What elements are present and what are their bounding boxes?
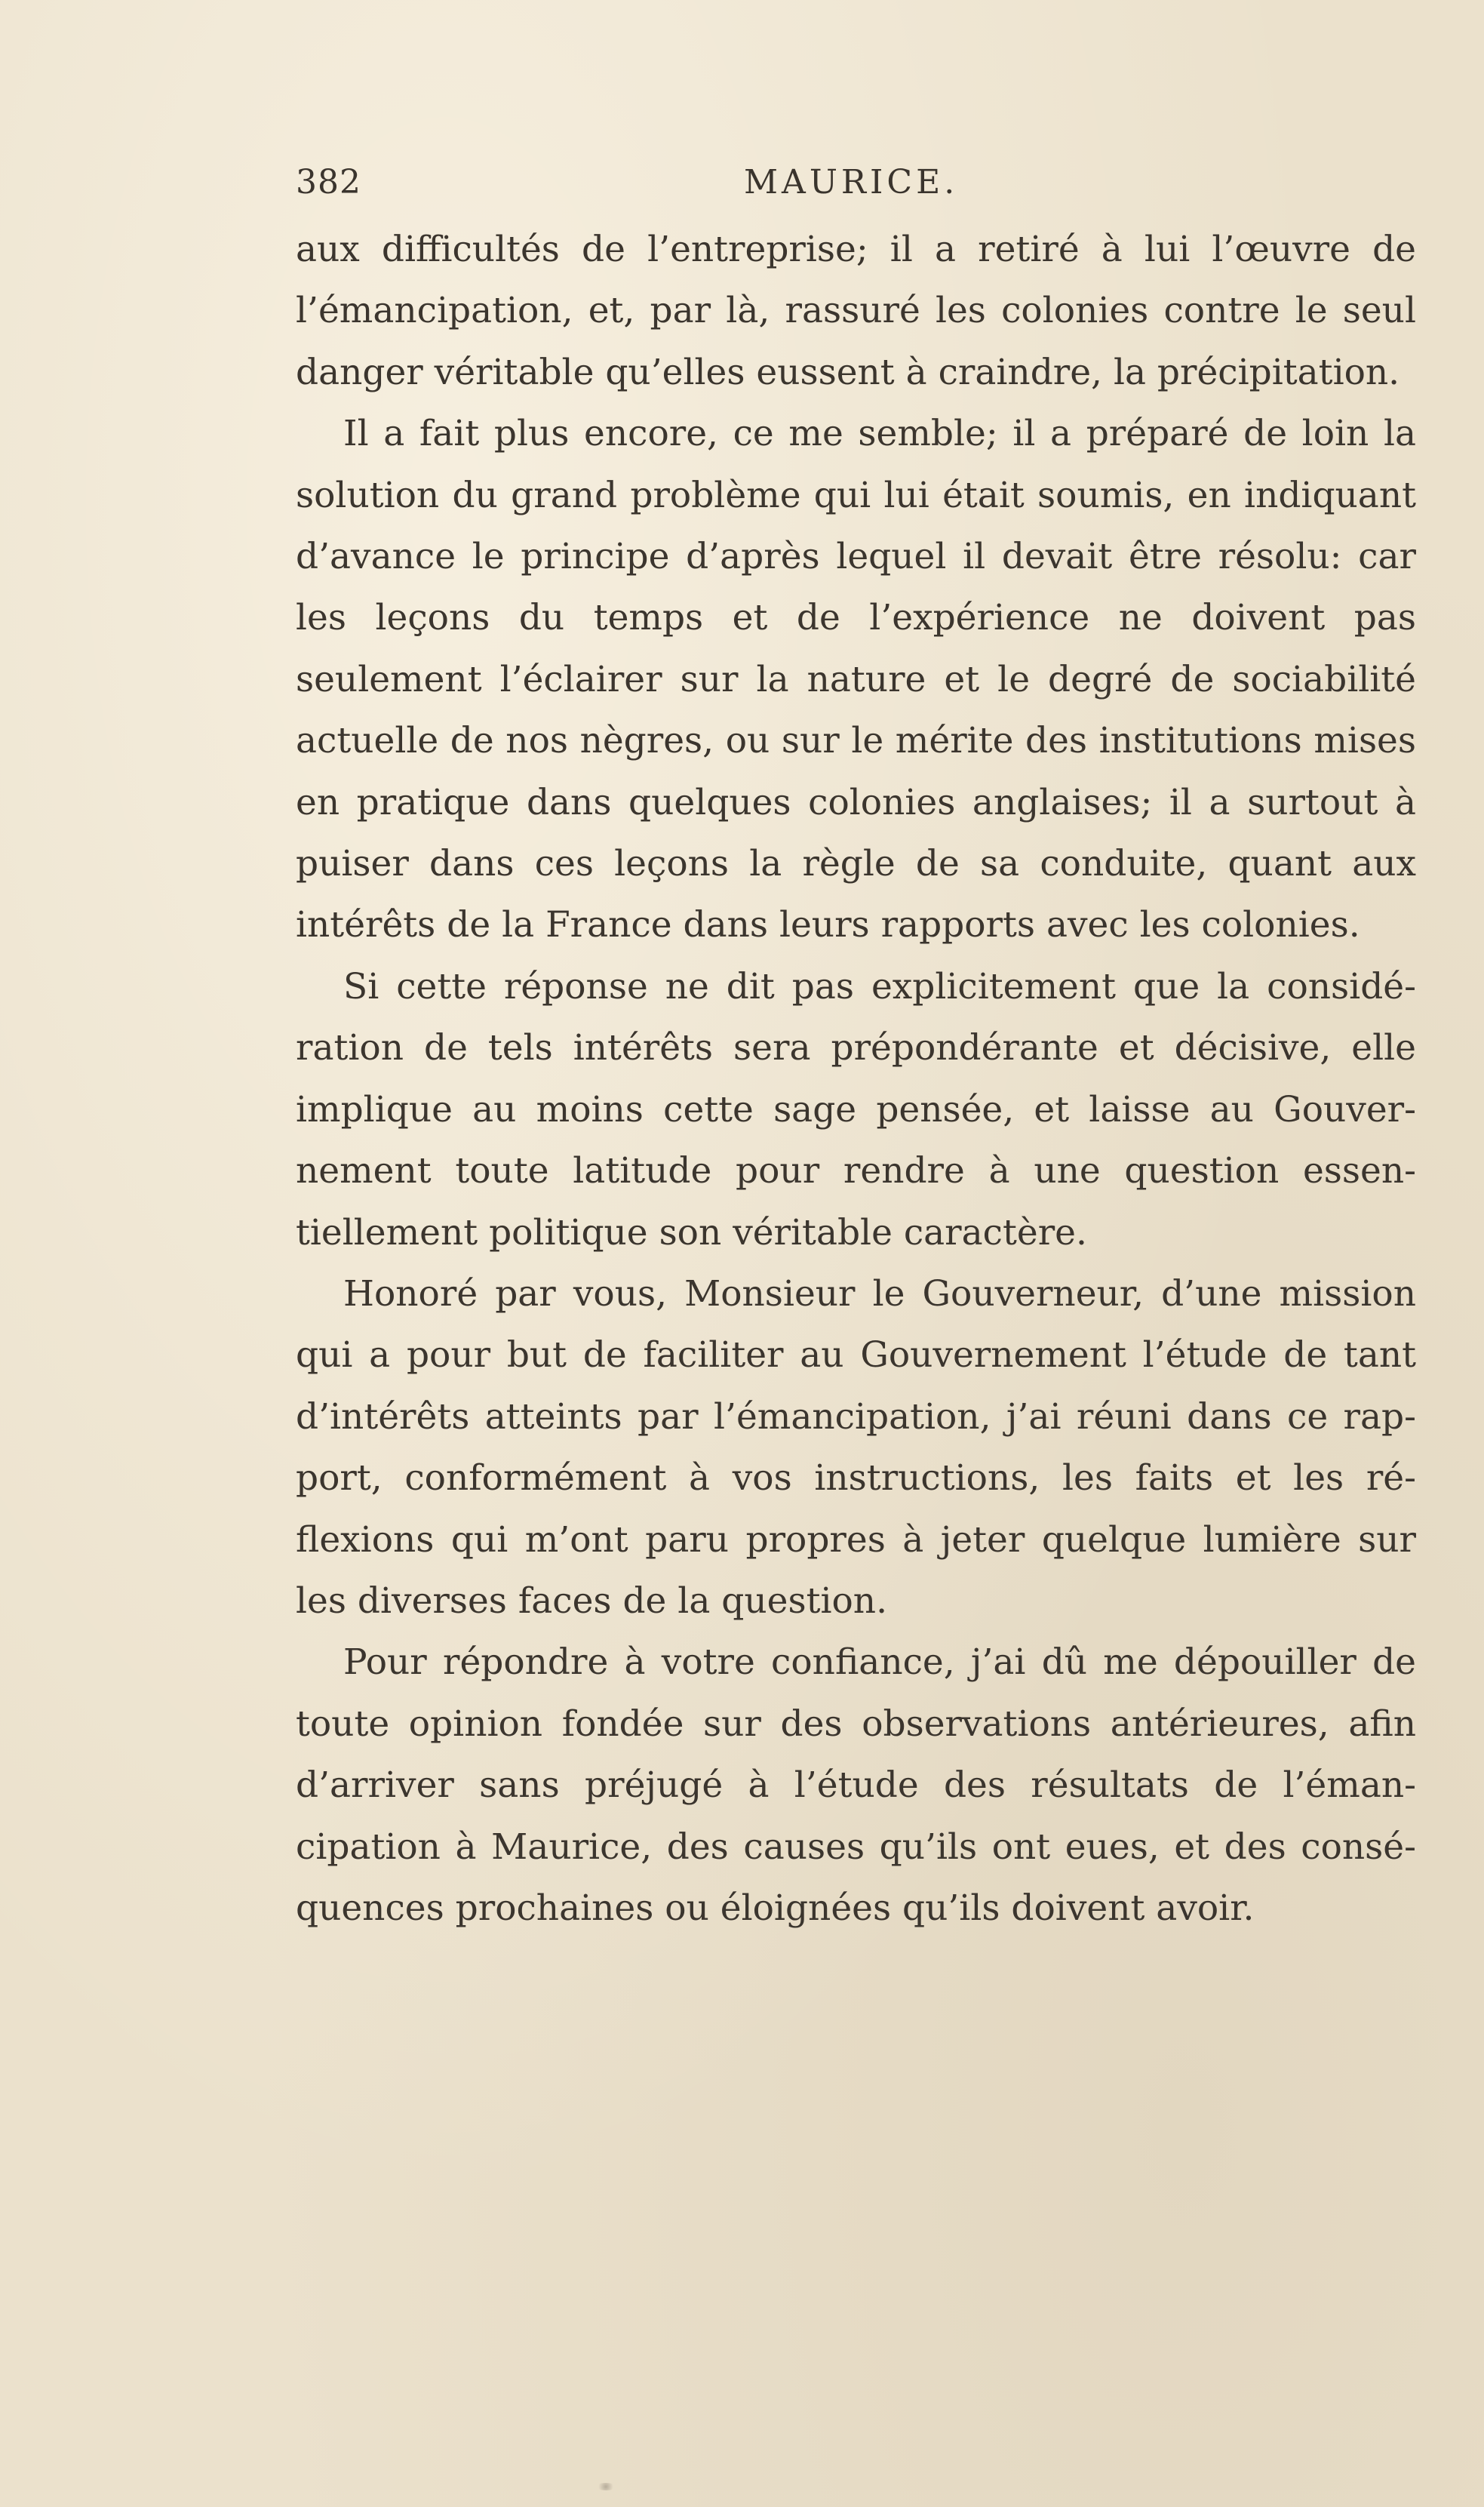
paragraph-1: aux difficultés de l’entreprise; il a retiré à lui l’œuvre de l’émancipation, et, par là, rassuré les colonies contre le seul danger véritable qu’elles eussent à craindre, la précipitation. (296, 229, 1416, 393)
paragraph-4: Honoré par vous, Monsieur le Gouverneur, d’une mission qui a pour but de faciliter au Gouvernement l’étude de tant d’intérêts atteints par l’émancipation, j’ai réuni dans ce rapport, conformément à vos instructions, les faits et les réflexions qui m’ont paru propres à jeter quelque lumière sur les diverses faces de la question. (296, 1272, 1416, 1622)
paragraph-2: Il a fait plus encore, ce me semble; il a préparé de loin la solution du grand problème qui lui était soumis, en indiquant d’avance le principe d’après lequel il devait être résolu: car les leçons du temps et de l’expérience ne doivent pas seulement l’éclairer sur la nature et le degré de sociabilité actuelle de nos nègres, ou sur le mérite des institutions mises en pratique dans quelques colonies anglaises; il a surtout à puiser dans ces leçons la règle de sa conduite, quant aux intérêts de la France dans leurs rapports avec les colonies. (296, 413, 1416, 946)
paragraph-5: Pour répondre à votre confiance, j’ai dû me dépouiller de toute opinion fondée sur des observations antérieures, afin d’arriver sans préjugé à l’étude des résultats de l’émancipation à Maurice, des causes qu’ils ont eues, et des conséquences prochaines ou éloignées qu’ils doivent avoir. (296, 1641, 1416, 1929)
page-header (296, 160, 1416, 213)
body-text (296, 219, 1416, 1939)
page-number: 382 (296, 163, 361, 201)
running-title: MAURICE. (744, 163, 959, 201)
paper-speck (596, 2483, 616, 2490)
paragraph-3: Si cette réponse ne dit pas explicitement que la considération de tels intérêts sera prépondérante et décisive, elle implique au moins cette sage pensée, et laisse au Gouvernement toute latitude pour rendre à une question essentiellement politique son véritable caractère. (296, 965, 1416, 1254)
